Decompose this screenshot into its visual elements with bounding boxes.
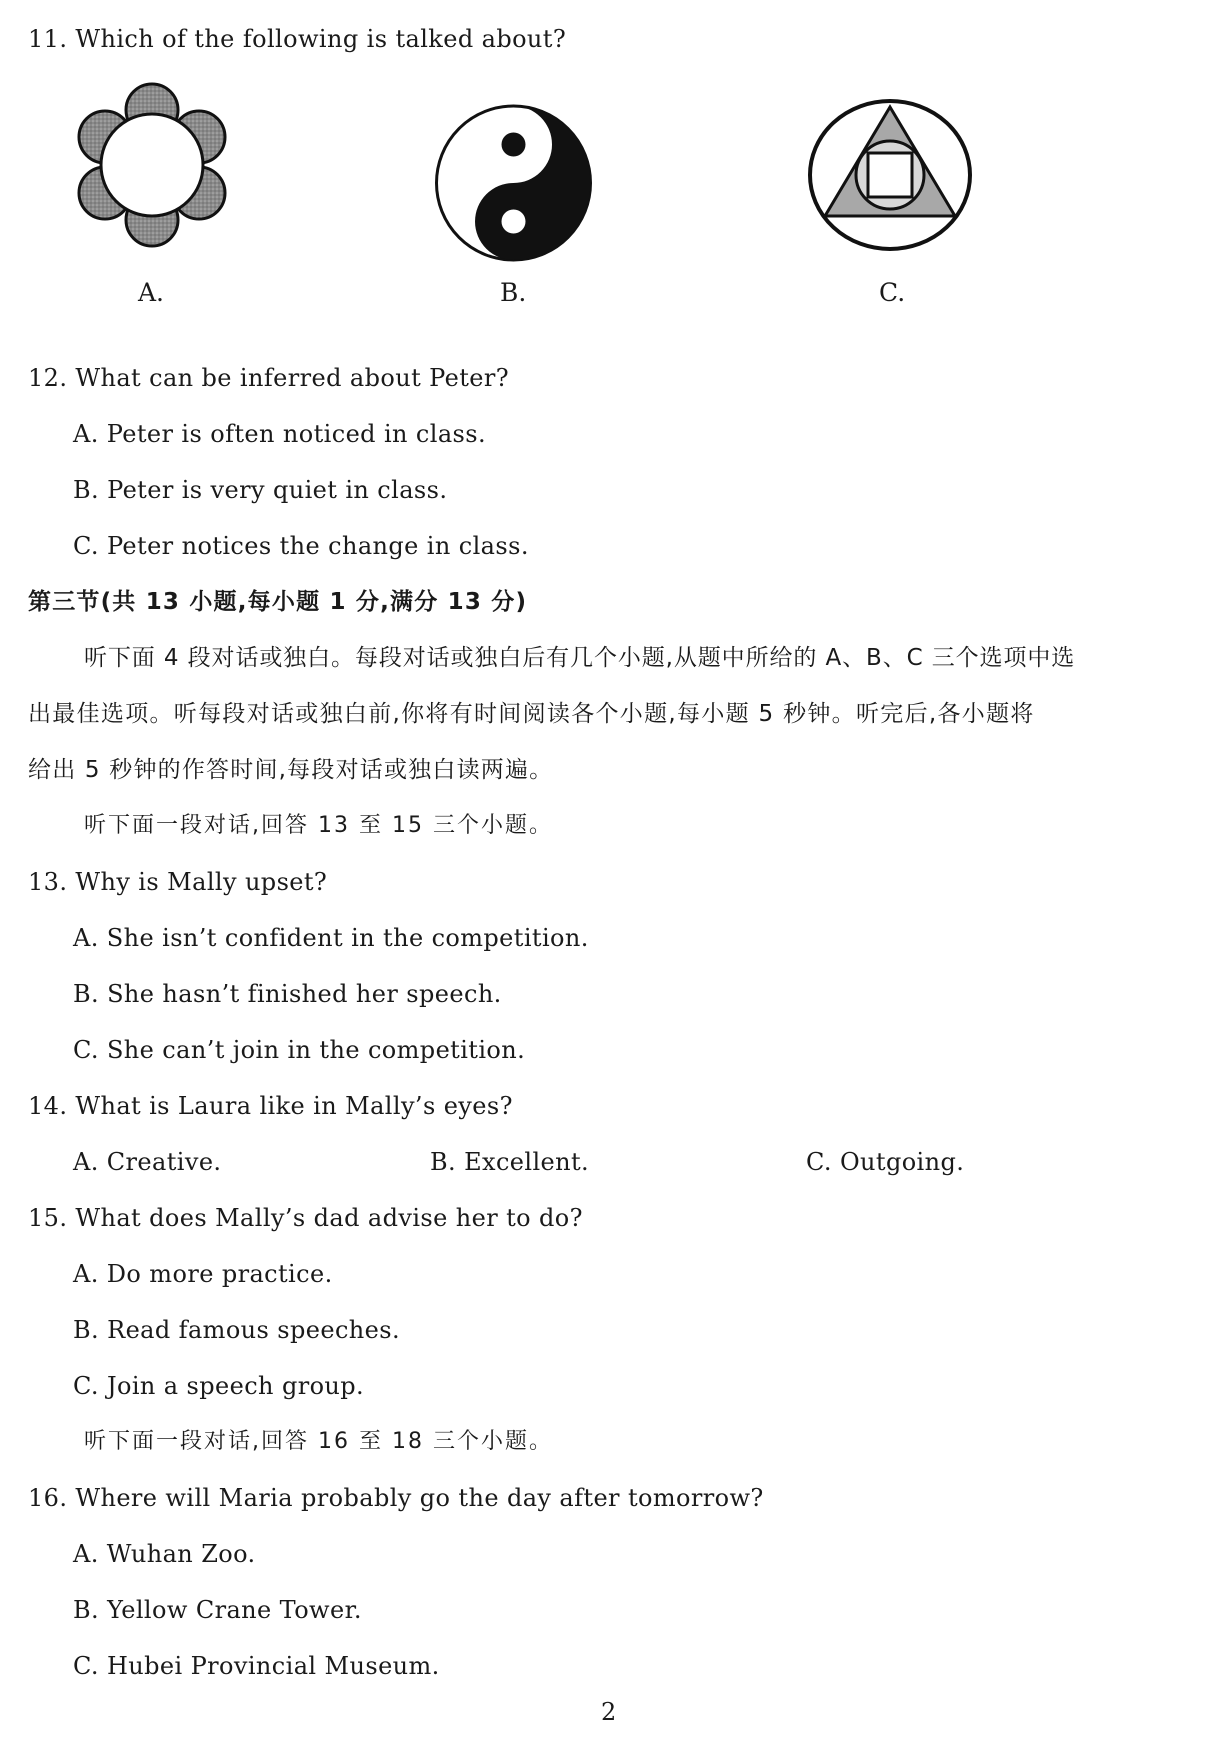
section-instruction-line-1: 听下面 4 段对话或独白。每段对话或独白后有几个小题,从题中所给的 A、B、C 三个选项中选 — [84, 645, 1076, 671]
yin-yang-icon — [431, 103, 596, 263]
figure-label-c: C. — [879, 278, 906, 307]
page-number: 2 — [601, 1698, 617, 1726]
q15-option-b: B. Read famous speeches. — [73, 1316, 401, 1344]
q16-option-b: B. Yellow Crane Tower. — [73, 1596, 362, 1624]
dialogue-instruction-16-18: 听下面一段对话,回答 16 至 18 三个小题。 — [84, 1429, 553, 1454]
q15-option-a: A. Do more practice. — [73, 1260, 333, 1288]
question-13: 13. Why is Mally upset? — [28, 868, 328, 896]
section-instruction-line-2: 出最佳选项。听每段对话或独白前,你将有时间阅读各个小题,每小题 5 秒钟。听完后,各小题将 — [28, 701, 1035, 727]
question-12: 12. What can be inferred about Peter? — [28, 364, 510, 392]
question-11: 11. Which of the following is talked about? — [28, 25, 567, 53]
section-heading: 第三节(共 13 小题,每小题 1 分,满分 13 分) — [28, 589, 528, 615]
q16-option-c: C. Hubei Provincial Museum. — [73, 1652, 440, 1680]
q15-option-c: C. Join a speech group. — [73, 1372, 365, 1400]
figure-label-a: A. — [138, 278, 165, 307]
q12-option-b: B. Peter is very quiet in class. — [73, 476, 448, 504]
q13-option-b: B. She hasn’t finished her speech. — [73, 980, 502, 1008]
question-16: 16. Where will Maria probably go the day after tomorrow? — [28, 1484, 764, 1512]
figure-label-b: B. — [500, 278, 527, 307]
q16-option-a: A. Wuhan Zoo. — [73, 1540, 256, 1568]
question-14: 14. What is Laura like in Mally’s eyes? — [28, 1092, 513, 1120]
q13-option-c: C. She can’t join in the competition. — [73, 1036, 526, 1064]
dialogue-instruction-13-15: 听下面一段对话,回答 13 至 15 三个小题。 — [84, 813, 553, 838]
q14-option-c: C. Outgoing. — [806, 1148, 965, 1176]
circle-triangle-square-icon — [806, 98, 974, 253]
q12-option-a: A. Peter is often noticed in class. — [73, 420, 487, 448]
question-15: 15. What does Mally’s dad advise her to do? — [28, 1204, 583, 1232]
q12-option-c: C. Peter notices the change in class. — [73, 532, 529, 560]
q14-option-a: A. Creative. — [73, 1148, 222, 1176]
q13-option-a: A. She isn’t confident in the competition. — [73, 924, 589, 952]
flower-ring-icon — [72, 80, 232, 250]
q14-option-b: B. Excellent. — [430, 1148, 590, 1176]
section-instruction-line-3: 给出 5 秒钟的作答时间,每段对话或独白读两遍。 — [28, 757, 554, 783]
